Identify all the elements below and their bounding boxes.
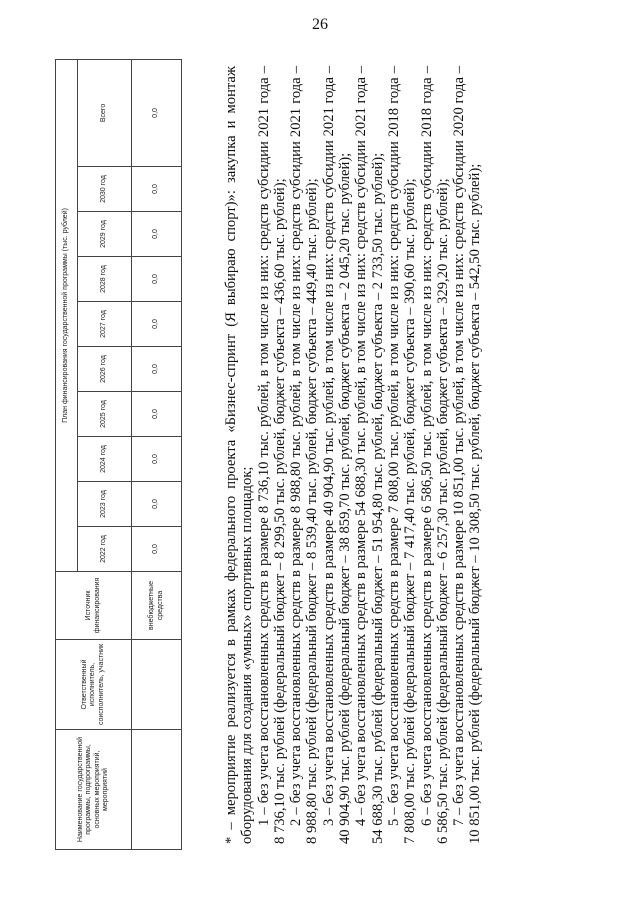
header-plan: План финансирования государственной программы (тыс. рублей) xyxy=(56,59,78,571)
cell-value: 0,0 xyxy=(132,482,182,527)
header-total: Всего xyxy=(78,59,132,166)
financing-plan-table xyxy=(55,59,182,850)
cell-value: 0,0 xyxy=(132,257,182,302)
cell-value: 0,0 xyxy=(132,527,182,572)
header-executor: Ответственный исполнитель, соисполнитель, участник xyxy=(56,640,132,730)
header-name: Наименование государственной программы, подпрограммы, основных мероприятий, мероприятий xyxy=(56,730,132,850)
table-row xyxy=(132,59,182,849)
footnote-item: 6 – без учета восстановленных средств в размере 6 586,50 тыс. рублей, в том числе из них: средств субсидии 2018 года – 6 586,50 тыс. рублей (федеральный бюджет – 6 257,30 тыс. рублей, бюджет субъекта – 329,20 тыс. рублей); xyxy=(418,66,451,844)
rotated-content xyxy=(55,60,585,850)
footnote-item: 4 – без учета восстановленных средств в размере 54 688,30 тыс. рублей, в том числе из них: средств субсидии 2021 года – 54 688,30 тыс. рублей (федеральный бюджет – 51 954,80 тыс. рублей, бюджет субъекта – 2 733,50 тыс. рублей); xyxy=(353,66,386,844)
cell-value: 0,0 xyxy=(132,347,182,392)
footnote-item: 7 – без учета восстановленных средств в размере 10 851,00 тыс. рублей, в том числе из них: средств субсидии 2020 года – 10 851,00 тыс. рублей (федеральный бюджет – 10 308,50 тыс. рублей, бюджет субъекта – 542,50 тыс. рублей); xyxy=(451,66,484,844)
cell-value: 0,0 xyxy=(132,167,182,212)
footnote-item: 3 – без учета восстановленных средств в размере 40 904,90 тыс. рублей, в том числе из них: средств субсидии 2021 года – 40 904,90 тыс. рублей (федеральный бюджет – 38 859,70 тыс. рублей, бюджет субъекта – 2 045,20 тыс. рублей); xyxy=(320,66,354,844)
footnote-intro: * – мероприятие реализуется в рамках федерального проекта «Бизнес-спринт (Я выбираю спорт)»: закупка и монтаж оборудования для создания «умных» спортивных площадок; xyxy=(223,66,256,844)
header-year-2027: 2027 год xyxy=(78,302,132,347)
page-number: 26 xyxy=(312,16,328,33)
cell-value: 0,0 xyxy=(132,212,182,257)
cell-executor-empty xyxy=(132,640,182,730)
footnote-item: 1 – без учета восстановленных средств в размере 8 736,10 тыс. рублей, в том числе из них: средств субсидии 2021 года – 8 736,10 тыс. рублей (федеральный бюджет – 8 299,50 тыс. рублей, бюджет субъекта – 436,60 тыс. рублей); xyxy=(255,66,288,844)
cell-value: 0,0 xyxy=(132,392,182,437)
header-year-2022: 2022 год xyxy=(78,527,132,572)
footnote-item: 2 – без учета восстановленных средств в размере 8 988,80 тыс. рублей, в том числе из них: средств субсидии 2021 года – 8 988,80 тыс. рублей (федеральный бюджет – 8 539,40 тыс. рублей, бюджет субъекта – 449,40 тыс. рублей); xyxy=(288,66,321,844)
header-year-2024: 2024 год xyxy=(78,437,132,482)
cell-source: внебюджетные средства xyxy=(132,572,182,640)
footnotes xyxy=(223,66,484,844)
header-year-2028: 2028 год xyxy=(78,257,132,302)
header-year-2030: 2030 год xyxy=(78,167,132,212)
cell-total: 0,0 xyxy=(132,59,182,166)
header-year-2025: 2025 год xyxy=(78,392,132,437)
header-year-2029: 2029 год xyxy=(78,212,132,257)
footnote-item: 5 – без учета восстановленных средств в размере 7 808,00 тыс. рублей, в том числе из них: средств субсидии 2018 года – 7 808,00 тыс. рублей (федеральный бюджет – 7 417,40 тыс. рублей, бюджет субъекта – 390,60 тыс. рублей); xyxy=(385,66,419,844)
cell-value: 0,0 xyxy=(132,302,182,347)
cell-name-empty xyxy=(132,730,182,850)
header-source: Источник финансирования xyxy=(56,572,132,640)
header-year-2023: 2023 год xyxy=(78,482,132,527)
cell-value: 0,0 xyxy=(132,437,182,482)
header-year-2026: 2026 год xyxy=(78,347,132,392)
